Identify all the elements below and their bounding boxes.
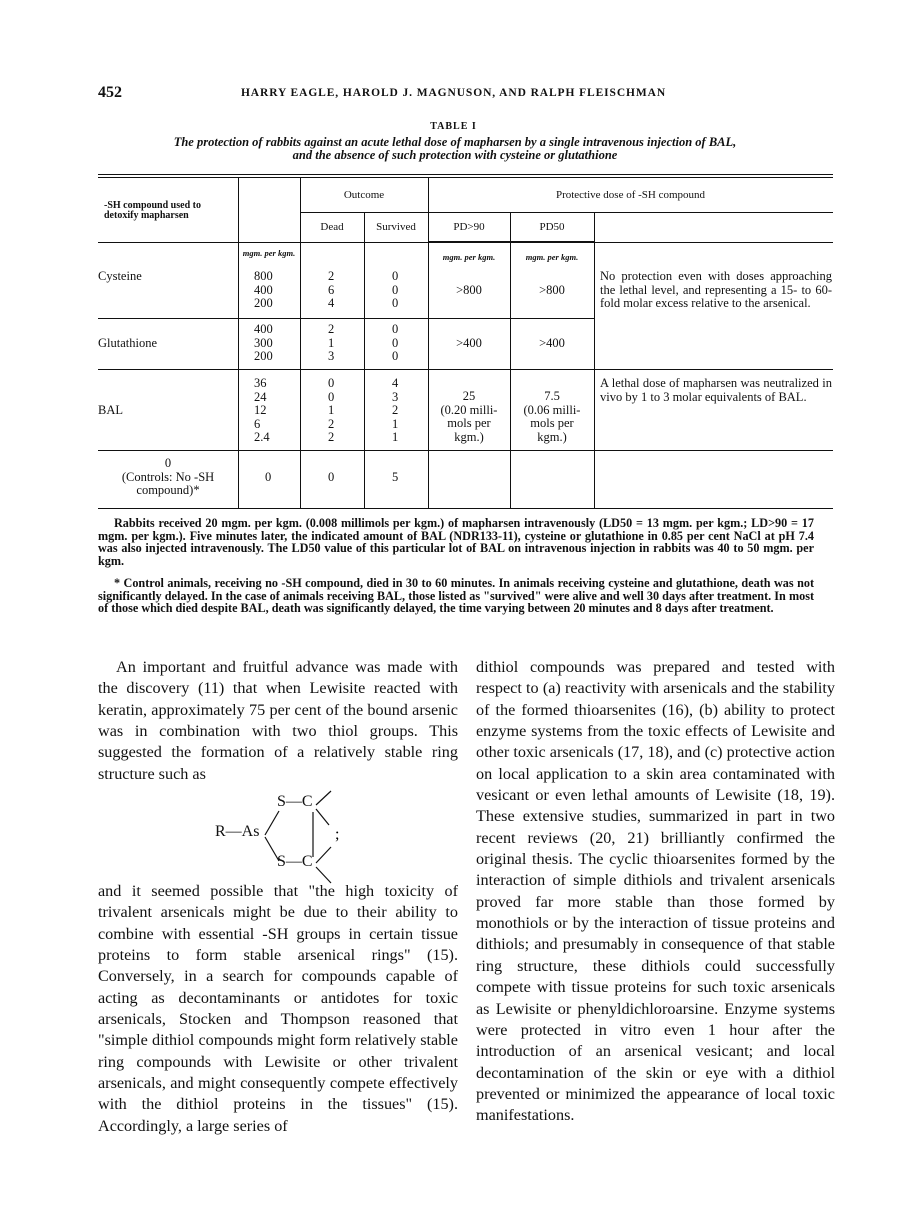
remark: A lethal dose of mapharsen was neutralized in vivo by 1 to 3 molar equivalents of BAL.	[600, 376, 832, 404]
dead-values: 0 0 1 2 2	[328, 376, 335, 444]
compound-name: Cysteine	[98, 269, 142, 283]
paragraph: dithiol compounds was prepared and tested with respect to (a) reactivity with arsenicals and the stability of the formed thioarsenites (16), (b) ability to protect enzyme systems from the toxic effects of Lewisite and other toxic arsenicals (17, 18), and (c) protective action on local application to a skin area contaminated with vesicant or even lethal amounts of Lewisite (18, 19). These extensive studies, summarized in part in two recent reviews (20, 21) brilliantly confirmed the original thesis. The cyclic thioarsenites formed by the interaction of simple dithiols and trivalent arsenicals proved far more stable than those formed by monothiols or by the interaction of tissue proteins and dithiols; and presumably in consequence of that stable ring structure, these dithiols could successfully compete with tissue proteins for such toxic arsenicals as Lewisite or phenyldichloroarsine. Enzyme systems were protected in vitro even 1 hour after the introduction of an arsenical vesicant; and local decontamination of the skin or eye with a dithiol prevented or minimized the appearance of local toxic manifestations.	[476, 658, 835, 1125]
compound-name: 0 (Controls: No -SH compound)*	[121, 456, 215, 497]
pd-low-value: >400	[456, 336, 482, 350]
pd50-value: 7.5 (0.06 milli- mols per kgm.)	[523, 389, 581, 444]
survived-values: 0 0 0	[392, 269, 399, 310]
ring-structure-diagram	[215, 787, 365, 887]
left-column-continued	[98, 881, 458, 1137]
left-column	[98, 657, 458, 785]
header-compound: -SH compound used to detoxify mapharsen	[104, 200, 201, 221]
pd-low-value: 25 (0.20 milli- mols per kgm.)	[440, 389, 498, 444]
unit-pd50: mgm. per kgm.	[525, 252, 579, 262]
table-caption	[110, 136, 800, 162]
compound-name: BAL	[98, 403, 123, 417]
survived-values: 0 0 0	[392, 322, 399, 363]
table-footnote: Rabbits received 20 mgm. per kgm. (0.008 millimols per kgm.) of mapharsen intravenously (LD50 = 13 mgm. per kgm.; LD>90 = 17 mgm. per kgm.). Five minutes later, the indicated amount of BAL (NDR133-11), cysteine or glutathione in 0.85 per cent NaCl at pH 7.4 was also injected intravenously. The LD50 value of this particular lot of BAL on intravenous injection in rabbits was 40 to 50 mgm. per kgm.	[98, 516, 814, 568]
header-outcome: Outcome	[343, 189, 385, 201]
table-footnote-star: * Control animals, receiving no -SH compound, died in 30 to 60 minutes. In animals receiving cysteine and glutathione, death was not significantly delayed. In the case of animals receiving BAL, those listed as "survived" were alive and well 30 days after treatment. In most of those which died despite BAL, death was significantly delayed, the time varying between 20 minutes and 8 days after treatment.	[98, 576, 814, 616]
formula-s-c-top: S—C	[277, 793, 313, 810]
formula-r-as: R—As	[215, 823, 260, 840]
paragraph: and it seemed possible that "the high toxicity of trivalent arsenicals might be due to their ability to combine with essential -SH groups in certain tissue proteins to form stable arsenical rings" (15). Conversely, in a search for compounds capable of acting as decontaminants or antidotes for toxic arsenicals, Stocken and Thompson reasoned that "simple dithiol compounds might form relatively stable ring compounds with Lewisite or other trivalent arsenicals, and might consequently compete effectively with the dithiol proteins in the tissues" (15). Accordingly, a large series of	[98, 882, 458, 1135]
formula-s-c-bottom: S—C	[277, 853, 313, 870]
pd50-value: >400	[539, 336, 565, 350]
unit-pd-low: mgm. per kgm.	[442, 252, 496, 262]
page-header	[0, 84, 907, 104]
dead-values: 2 1 3	[328, 322, 335, 363]
header-pd-low: PD>90	[453, 221, 485, 233]
dose-values: 0	[265, 470, 272, 484]
header-survived: Survived	[376, 221, 416, 233]
dead-values: 2 6 4	[328, 269, 335, 310]
survived-values: 5	[392, 470, 399, 484]
running-title: HARRY EAGLE, HAROLD J. MAGNUSON, AND RALPH FLEISCHMAN	[240, 87, 667, 99]
table-label: TABLE I	[430, 121, 477, 132]
ring-bonds	[215, 787, 365, 887]
dose-values: 800 400 200	[254, 269, 273, 310]
dose-values: 36 24 12 6 2.4	[254, 376, 270, 444]
pd-low-value: >800	[456, 283, 482, 297]
compound-name: Glutathione	[98, 336, 158, 350]
dead-values: 0	[328, 470, 335, 484]
header-dead: Dead	[320, 221, 344, 233]
header-protective: Protective dose of -SH compound	[555, 189, 706, 201]
unit-dose: mgm. per kgm.	[242, 248, 296, 258]
table-caption-line1: The protection of rabbits against an acute lethal dose of mapharsen by a single intravenous injection of BAL,	[173, 135, 737, 149]
pd50-value: >800	[539, 283, 565, 297]
paragraph: An important and fruitful advance was made with the discovery (11) that when Lewisite reacted with keratin, approximately 75 per cent of the bound arsenic was in combination with two thiol groups. This suggested the formation of a relatively stable ring structure such as	[98, 658, 458, 783]
right-column	[476, 657, 835, 1127]
survived-values: 4 3 2 1 1	[392, 376, 399, 444]
table-caption-line2: and the absence of such protection with cysteine or glutathione	[292, 148, 618, 162]
svg-text:;: ;	[335, 826, 340, 843]
header-pd50: PD50	[539, 221, 565, 233]
dose-values: 400 300 200	[254, 322, 273, 363]
remark: No protection even with doses approaching the lethal level, and representing a 15- to 60-fold molar excess relative to the arsenical.	[600, 269, 832, 310]
page-number: 452	[98, 84, 122, 101]
